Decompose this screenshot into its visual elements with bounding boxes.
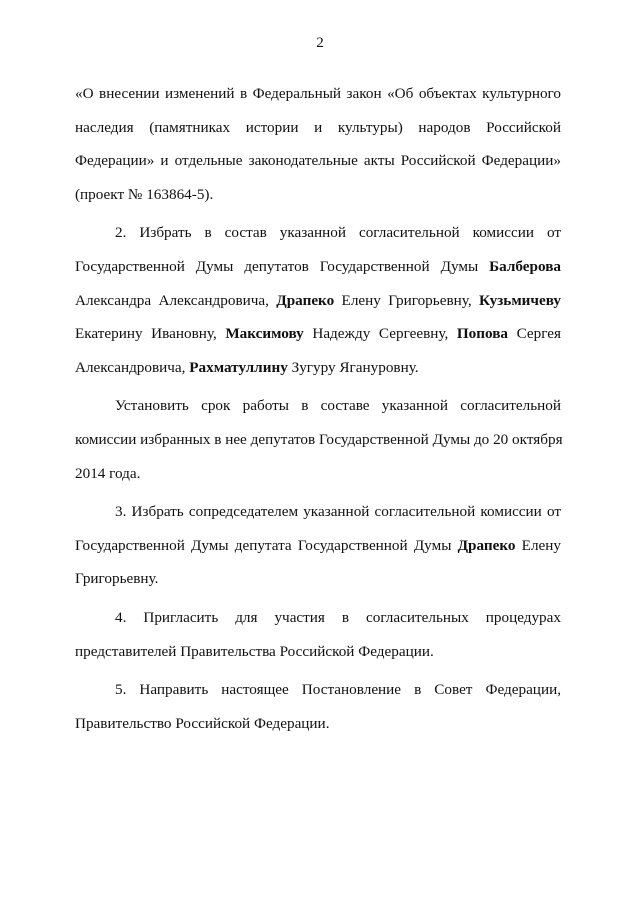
text-line: 4. Пригласить для участия в согласительных процедурах — [115, 608, 561, 626]
deputy-name: Кузьмичеву — [478, 291, 561, 309]
item-4-paragraph — [75, 601, 561, 668]
text-line — [75, 250, 561, 284]
text-line — [75, 284, 561, 318]
text-run: Александра Александровича, — [75, 291, 277, 309]
text-line: представителей Правительства Российской Федерации. — [75, 642, 434, 660]
document-body — [75, 77, 561, 745]
text-run: Сергея — [508, 325, 561, 343]
page-number: 2 — [316, 35, 324, 51]
deputy-name: Драпеко — [457, 536, 516, 554]
text-line: наследия (памятниках истории и культуры) народов Российской — [75, 118, 561, 136]
text-line: 2014 года. — [75, 464, 141, 482]
text-line: (проект № 163864-5). — [75, 185, 214, 203]
text-run: Елену — [515, 536, 561, 554]
text-line: Федерации» и отдельные законодательные акты Российской Федерации» — [75, 152, 561, 170]
deputy-name: Балберова — [489, 257, 561, 275]
text-run: Государственной Думы депутата Государственной Думы — [75, 536, 458, 554]
text-line: 2. Избрать в состав указанной согласительной комиссии от — [115, 224, 561, 242]
text-run: Государственной Думы депутатов Государственной Думы — [75, 257, 490, 275]
text-run: Екатерину Ивановну, — [75, 325, 226, 343]
term-paragraph — [75, 389, 561, 490]
text-line: Правительство Российской Федерации. — [75, 714, 330, 732]
item-2-paragraph — [75, 216, 561, 384]
deputy-name: Максимову — [225, 325, 304, 343]
text-line: Установить срок работы в составе указанной согласительной — [115, 397, 561, 415]
deputy-name: Рахматуллину — [189, 358, 288, 376]
text-run: Зугуру Ягануровну. — [287, 358, 419, 376]
text-line — [75, 529, 561, 563]
text-run: Надежду Сергеевну, — [303, 325, 457, 343]
text-line: 3. Избрать сопредседателем указанной согласительной комиссии от — [115, 503, 561, 521]
text-run: Елену Григорьевну, — [334, 291, 479, 309]
text-line — [75, 351, 561, 385]
text-line: «О внесении изменений в Федеральный закон «Об объектах культурного — [75, 85, 561, 102]
text-line: Григорьевну. — [75, 570, 159, 588]
item-3-paragraph — [75, 495, 561, 596]
bill-title-paragraph — [75, 77, 561, 211]
text-line — [75, 317, 561, 351]
deputy-name: Попова — [456, 325, 508, 343]
text-run: Александровича, — [75, 358, 190, 376]
item-5-paragraph — [75, 673, 561, 740]
text-line: 5. Направить настоящее Постановление в Совет Федерации, — [115, 681, 561, 699]
deputy-name: Драпеко — [276, 291, 335, 309]
text-line: комиссии избранных в нее депутатов Государственной Думы до 20 октября — [75, 430, 563, 448]
